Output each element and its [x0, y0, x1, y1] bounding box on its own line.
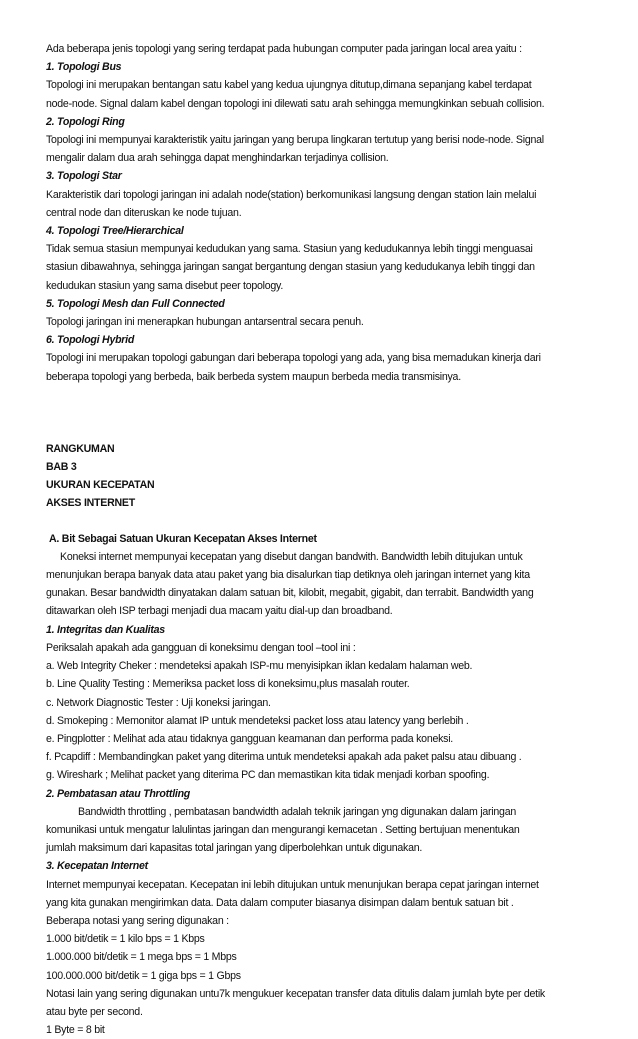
text-line: mengalir dalam dua arah sehingga dapat menghindarkan terjadinya collision. — [46, 152, 389, 165]
heading-topologi-bus: 1. Topologi Bus — [46, 61, 122, 74]
text-line: Internet mempunyai kecepatan. Kecepatan ini lebih ditujukan untuk menunjukan berapa cepat jaringan internet — [46, 878, 539, 891]
text-line: ditawarkan oleh ISP terbagi menjadi dua macam yaitu dial-up dan broadband. — [46, 605, 393, 618]
text-line: 1.000 bit/detik = 1 kilo bps = 1 Kbps — [46, 933, 205, 946]
text-line: Beberapa notasi yang sering digunakan : — [46, 914, 229, 927]
text-line: Topologi jaringan ini menerapkan hubungan antarsentral secara penuh. — [46, 316, 364, 329]
section-a-heading: A. Bit Sebagai Satuan Ukuran Kecepatan Akses Internet — [49, 532, 317, 545]
list-item: e. Pingplotter : Melihat ada atau tidaknya gangguan keamanan dan performa pada koneksi. — [46, 732, 453, 745]
text-line: atau byte per second. — [46, 1005, 143, 1018]
text-line: 1.000.000 bit/detik = 1 mega bps = 1 Mbps — [46, 951, 237, 964]
text-line: stasiun dibawahnya, sehingga jaringan sangat bergantung dengan stasiun yang kedudukanya lebih tinggi dan — [46, 261, 535, 274]
text-line: menunjukan berapa banyak data atau paket yang bia disalurkan tiap detiknya oleh jaringan internet yang kita — [46, 569, 530, 582]
heading-integritas: 1. Integritas dan Kualitas — [46, 623, 165, 636]
spacer — [46, 513, 596, 530]
heading-kecepatan: 3. Kecepatan Internet — [46, 860, 148, 873]
document-page — [46, 40, 596, 1039]
text-line: node-node. Signal dalam kabel dengan topologi ini dilewati satu arah sehingga memungkinkan sebuah collision. — [46, 97, 545, 110]
text-line: Tidak semua stasiun mempunyai kedudukan yang sama. Stasiun yang kedudukannya lebih tinggi menguasai — [46, 243, 533, 256]
text-line: kedudukan stasiun yang sama disebut peer topology. — [46, 279, 284, 292]
text-line: central node dan diteruskan ke node tujuan. — [46, 206, 242, 219]
text-line: Topologi ini merupakan bentangan satu kabel yang kedua ujungnya ditutup,dimana sepanjang kabel terdapat — [46, 79, 532, 92]
chapter-subtitle: AKSES INTERNET — [46, 497, 135, 510]
text-line: Bandwidth throttling , pembatasan bandwidth adalah teknik jaringan yng digunakan dalam jaringan — [78, 805, 516, 818]
heading-throttling: 2. Pembatasan atau Throttling — [46, 787, 191, 800]
text-line: Topologi ini merupakan topologi gabungan dari beberapa topologi yang ada, yang bisa memadukan kinerja dari — [46, 352, 541, 365]
text-line: beberapa topologi yang berbeda, baik berbeda system maupun berbeda media transmisinya. — [46, 370, 461, 383]
text-line: Notasi lain yang sering digunakan untu7k mengukuer kecepatan transfer data ditulis dalam jumlah byte per detik — [46, 987, 545, 1000]
heading-topologi-star: 3. Topologi Star — [46, 170, 122, 183]
text-line: Topologi ini mempunyai karakteristik yaitu jaringan yang berupa lingkaran tertutup yang berisi node-node. Signal — [46, 134, 544, 147]
text-line: Periksalah apakah ada gangguan di koneksimu dengan tool –tool ini : — [46, 641, 356, 654]
text-line: gunakan. Besar bandwidth dinyatakan dalam satuan bit, kilobit, megabit, gigabit, dan terrabit. Bandwidth yang — [46, 587, 534, 600]
heading-topologi-mesh: 5. Topologi Mesh dan Full Connected — [46, 297, 225, 310]
heading-topologi-tree: 4. Topologi Tree/Hierarchical — [46, 225, 184, 238]
list-item: g. Wireshark ; Melihat packet yang diterima PC dan memastikan kita tidak menjadi korban spoofing. — [46, 769, 490, 782]
summary-title: RANGKUMAN — [46, 442, 115, 455]
list-item: d. Smokeping : Memonitor alamat IP untuk mendeteksi packet loss atau latency yang berlebih . — [46, 714, 469, 727]
text-line: 1 Byte = 8 bit — [46, 1024, 105, 1037]
chapter-subtitle: UKURAN KECEPATAN — [46, 479, 155, 492]
chapter-label: BAB 3 — [46, 461, 77, 474]
heading-topologi-ring: 2. Topologi Ring — [46, 115, 125, 128]
text-line: yang kita gunakan mengirimkan data. Data dalam computer biasanya disimpan dalam bentuk satuan bit . — [46, 896, 514, 909]
spacer — [46, 386, 596, 440]
list-item: f. Pcapdiff : Membandingkan paket yang diterima untuk mendeteksi apakah ada paket palsu atau dibuang . — [46, 751, 522, 764]
text-line: komunikasi untuk mengatur lalulintas jaringan dan mengurangi kemacetan . Setting bertujuan menentukan — [46, 823, 520, 836]
text-line: 100.000.000 bit/detik = 1 giga bps = 1 Gbps — [46, 969, 241, 982]
text-line: jumlah maksimum dari kapasitas total jaringan yang diperbolehkan untuk digunakan. — [46, 842, 423, 855]
list-item: c. Network Diagnostic Tester : Uji koneksi jaringan. — [46, 696, 271, 709]
heading-topologi-hybrid: 6. Topologi Hybrid — [46, 334, 135, 347]
intro-paragraph: Ada beberapa jenis topologi yang sering terdapat pada hubungan computer pada jaringan local area yaitu : — [46, 43, 522, 55]
text-line: Koneksi internet mempunyai kecepatan yang disebut dangan bandwith. Bandwidth lebih ditujukan untuk — [60, 550, 523, 563]
list-item: b. Line Quality Testing : Memeriksa packet loss di koneksimu,plus masalah router. — [46, 678, 410, 691]
text-line: Karakteristik dari topologi jaringan ini adalah node(station) berkomunikasi langsung dengan station lain melalui — [46, 188, 537, 201]
list-item: a. Web Integrity Cheker : mendeteksi apakah ISP-mu menyisipkan iklan kedalam halaman web. — [46, 660, 473, 673]
